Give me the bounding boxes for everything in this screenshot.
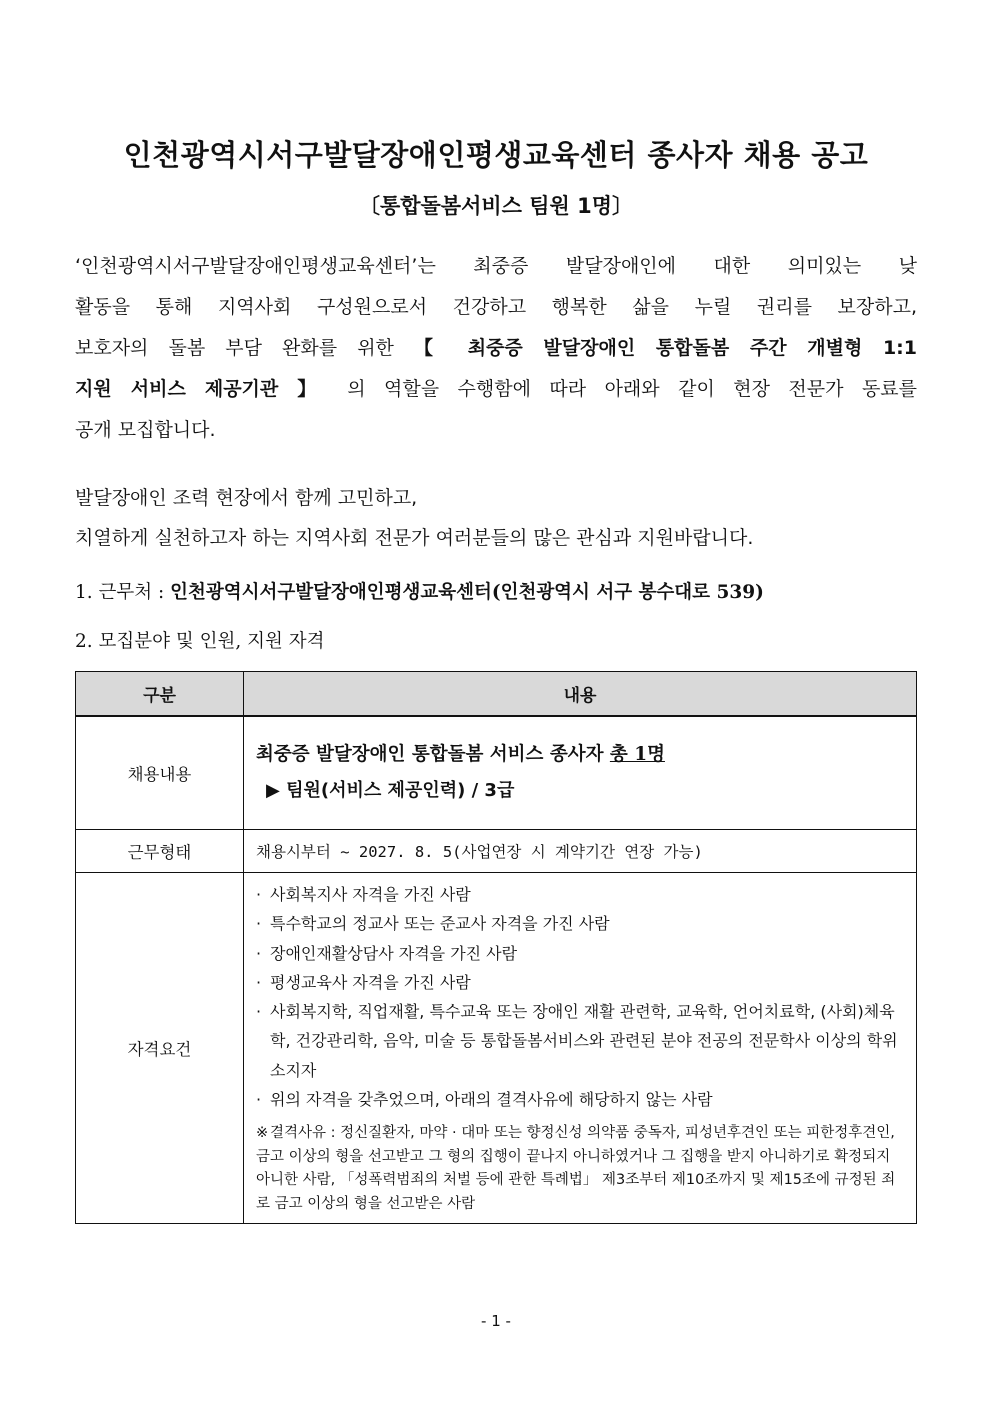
- table-header-content: 내용: [244, 672, 917, 717]
- section-recruit: [75, 627, 325, 653]
- hire-position: 최중증 발달장애인 통합돌봄 서비스 종사자: [256, 744, 610, 765]
- hire-main-text: [256, 737, 915, 773]
- table-row-work: [76, 830, 917, 873]
- list-item: · 장애인재활상담사 자격을 가진 사람: [256, 939, 903, 968]
- intro-highlight: 지원 서비스 제공기관 】: [75, 378, 329, 400]
- appeal-line: 치열하게 실천하고자 하는 지역사회 전문가 여러분들의 많은 관심과 지원바랍니다.: [75, 527, 754, 549]
- hire-sub-text: ▶ 팀원(서비스 제공인력) / 3급: [266, 780, 515, 801]
- appeal-paragraph: [75, 478, 917, 558]
- intro-line: [75, 369, 917, 410]
- section-label: 1. 근무처 :: [75, 582, 171, 603]
- requirements-table: [75, 671, 917, 1224]
- disqualification-notice: [256, 1120, 915, 1222]
- table-row-hire: [76, 716, 917, 830]
- appeal-line: 발달장애인 조력 현장에서 함께 고민하고,: [75, 487, 418, 509]
- list-item: · 특수학교의 정교사 또는 준교사 자격을 가진 사람: [256, 909, 903, 938]
- intro-text: 의 역할을 수행함에 따라 아래와 같이 현장 전문가 동료를: [347, 378, 918, 400]
- row-content-hire: [244, 716, 917, 830]
- table-header-row: [76, 672, 917, 717]
- notice-mark: ※: [256, 1125, 269, 1142]
- section-workplace: [75, 578, 764, 604]
- row-label-hire: 채용내용: [76, 716, 244, 830]
- list-item: · 사회복지학, 직업재활, 특수교육 또는 장애인 재활 관련학, 교육학, 언어치료학, (사회)체육학, 건강관리학, 음악, 미술 등 통합돌봄서비스와 관련된 분야 전공의 전문학사 이상의 학위 소지자: [256, 997, 903, 1085]
- hire-count: 총 1명: [609, 744, 665, 765]
- row-label-work: 근무형태: [76, 830, 244, 873]
- list-item: · 평생교육사 자격을 가진 사람: [256, 968, 903, 997]
- section-label: 2. 모집분야 및 인원, 지원 자격: [75, 631, 325, 652]
- page-title: 인천광역시서구발달장애인평생교육센터 종사자 채용 공고: [123, 138, 869, 172]
- list-item: · 사회복지사 자격을 가진 사람: [256, 880, 903, 909]
- table-header-category: 구분: [76, 672, 244, 717]
- row-label-qual: 자격요건: [76, 873, 244, 1224]
- notice-text: 결격사유 : 정신질환자, 마약 · 대마 또는 향정신성 의약품 중독자, 피성년후견인 또는 피한정후견인, 금고 이상의 형을 선고받고 그 형의 집행이 끝나지 아니하였거나 그 집행을 받지 아니하기로 확정되지 아니한 사람, 「성폭력범죄의 처벌 등에 관한 특례법」 제3조부터 제10조까지 및 제15조에 규정된 죄로 금고 이상의 형을 선고받은 사람: [256, 1125, 896, 1212]
- intro-line: 공개 모집합니다.: [75, 419, 216, 441]
- page-number: - 1 -: [481, 1312, 511, 1330]
- intro-line: 활동을 통해 지역사회 구성원으로서 건강하고 행복한 삶을 누릴 권리를 보장하고,: [75, 296, 917, 318]
- row-content-qual: [244, 873, 917, 1224]
- intro-text: 보호자의 돌봄 부담 완화를 위한: [75, 337, 394, 359]
- row-content-work: 채용시부터 ~ 2027. 8. 5(사업연장 시 계약기간 연장 가능): [244, 830, 917, 873]
- intro-line: [75, 328, 917, 369]
- table-row-qual: [76, 873, 917, 1224]
- page-subtitle: 〔통합돌봄서비스 팀원 1명〕: [358, 194, 634, 218]
- intro-highlight: 【 최중증 발달장애인 통합돌봄 주간 개별형 1:1: [414, 337, 918, 359]
- intro-line: ‘인천광역시서구발달장애인평생교육센터’는 최중증 발달장애인에 대한 의미있는 낮: [75, 255, 917, 277]
- list-item: · 위의 자격을 갖추었으며, 아래의 결격사유에 해당하지 않는 사람: [256, 1085, 903, 1114]
- workplace-value: 인천광역시서구발달장애인평생교육센터(인천광역시 서구 봉수대로 539): [170, 582, 764, 603]
- intro-paragraph: [75, 246, 917, 451]
- qualification-list: [256, 874, 915, 1120]
